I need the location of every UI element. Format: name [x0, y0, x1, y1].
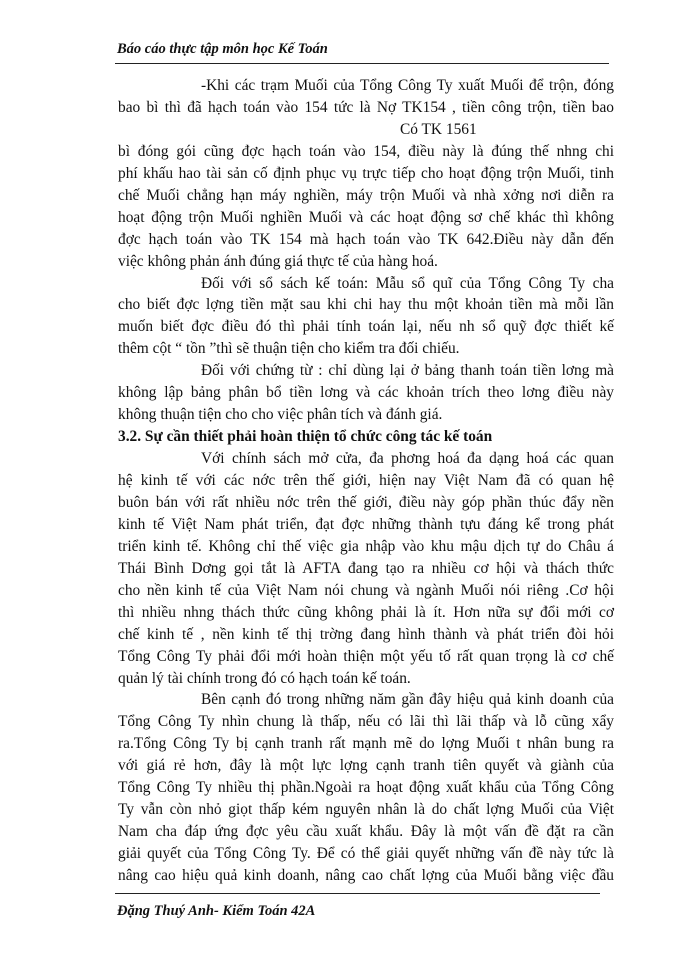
paragraph-line: đợc hạch toán vào TK 154 mà hạch toán vào TK 642.Điều này dẫn đến	[118, 231, 614, 248]
paragraph-line: không lập bảng phân bổ tiền lơng và các khoản trích theo lơng điều này	[118, 384, 614, 401]
paragraph-line: Tổng Công Ty nhiều thị phần.Ngoài ra hoạt động xuất khẩu của Tổng Công	[118, 779, 614, 796]
paragraph-line: chế Muối chẳng hạn máy nghiền, máy trộn Muối và nhà xởng nơi diễn ra	[118, 187, 614, 204]
paragraph-line: cho biết đợc lợng tiền mặt sau khi chi hay thu một khoản tiền mà mỗi lần	[118, 296, 614, 313]
paragraph-line: nâng cao hiệu quả kinh doanh, nâng cao chất lợng của Muối bằng việc đầu	[118, 867, 614, 884]
paragraph-line: không thuận tiện cho cho việc phân tích và đánh giá.	[118, 406, 443, 423]
header-rule	[115, 63, 609, 64]
paragraph-line: phí khấu hao tài sản cố định phục vụ trực tiếp cho hoạt động trộn Muối, tinh	[118, 165, 614, 182]
paragraph-line: bao bì thì đã hạch toán vào 154 tức là Nợ TK154 , tiền công trộn, tiền bao	[118, 99, 614, 116]
paragraph-line: Tổng Công Ty nhìn chung là thấp, nếu có lãi thì lãi thấp và lỗ cũng xẩy	[118, 713, 614, 730]
paragraph-line: -Khi các trạm Muối của Tổng Công Ty xuất Muối để trộn, đóng	[201, 77, 614, 94]
paragraph-line: cho nền kinh tế của Việt Nam nói chung và ngành Muối nói riêng .Cơ hội	[118, 582, 614, 599]
footer-rule	[115, 893, 600, 894]
paragraph-line: việc không phản ánh đúng giá thực tế của hàng hoá.	[118, 253, 438, 270]
page-header: Báo cáo thực tập môn học Kế Toán	[117, 41, 328, 57]
paragraph-line: triển kinh tế. Không chỉ thế việc gia nhập vào khu mậu dịch tự do Châu á	[118, 538, 614, 555]
paragraph-line: thêm cột “ tồn ”thì sẽ thuận tiện cho kiểm tra đối chiếu.	[118, 340, 460, 357]
paragraph-line: thì nhiều nhng thách thức cũng không phải là ít. Hơn nữa sự đổi mới cơ	[118, 604, 614, 621]
paragraph-line: Bên cạnh đó trong những năm gần đây hiệu quả kinh doanh của	[201, 691, 614, 708]
section-heading: 3.2. Sự cần thiết phải hoàn thiện tổ chức công tác kế toán	[118, 428, 493, 445]
paragraph-line: buôn bán với rất nhiều nớc trên thế giới, điều này góp phần thúc đẩy nền	[118, 494, 614, 511]
page-footer: Đặng Thuý Anh- Kiểm Toán 42A	[117, 903, 316, 919]
paragraph-line: giải quyết của Tổng Công Ty. Để có thể giải quyết những vấn đề này tức là	[118, 845, 614, 862]
paragraph-line: Đối với sổ sách kế toán: Mẫu sổ quĩ của Tổng Công Ty cha	[201, 275, 614, 292]
paragraph-line: chế kinh tế , nền kinh tế thị trờng đang hình thành và phát triển đòi hỏi	[118, 626, 614, 643]
paragraph-line: hệ kinh tế với các nớc trên thế giới, hiện nay Việt Nam đã có quan hệ	[118, 472, 614, 489]
paragraph-line: Thái Bình Dơng gọi tắt là AFTA đang tạo ra nhiều cơ hội và thách thức	[118, 560, 614, 577]
paragraph-line: ra.Tổng Công Ty bị cạnh tranh rất mạnh mẽ do lợng Muối t nhân bung ra	[118, 735, 614, 752]
paragraph-line: quản lý tài chính trong đó có hạch toán kế toán.	[118, 670, 411, 687]
paragraph-line: kinh tế Việt Nam phát triển, đạt đợc những thành tựu đáng kể trong phát	[118, 516, 614, 533]
paragraph-line: bì đóng gói cũng đợc hạch toán vào 154, điều này là đúng thế nhng chi	[118, 143, 614, 160]
paragraph-line: Với chính sách mở cửa, đa phơng hoá đa dạng hoá các quan	[201, 450, 614, 467]
paragraph-line: hoạt động trộn Muối nghiền Muối và các hoạt động sơ chế khác thì không	[118, 209, 614, 226]
paragraph-line: với giá rẻ hơn, đây là một lực lợng cạnh tranh tiên quyết và giành của	[118, 757, 614, 774]
paragraph-line: Nam cha đáp ứng đợc yêu cầu xuất khẩu. Đây là một vấn đề đặt ra cần	[118, 823, 614, 840]
paragraph-line: muốn biết đợc điều đó thì phải tính toán lại, nếu nh sổ quỹ đợc thiết kế	[118, 318, 614, 335]
paragraph-line: Đối với chứng từ : chỉ dùng lại ở bảng thanh toán tiền lơng mà	[201, 362, 614, 379]
paragraph-line: Ty vẫn còn nhỏ giọt thấp kém nguyên nhân là do chất lợng Muối của Việt	[118, 801, 614, 818]
paragraph-line: Tổng Công Ty phải đổi mới hoàn thiện một yếu tố rất quan trọng là cơ chế	[118, 648, 614, 665]
paragraph-line: Có TK 1561	[400, 121, 477, 138]
